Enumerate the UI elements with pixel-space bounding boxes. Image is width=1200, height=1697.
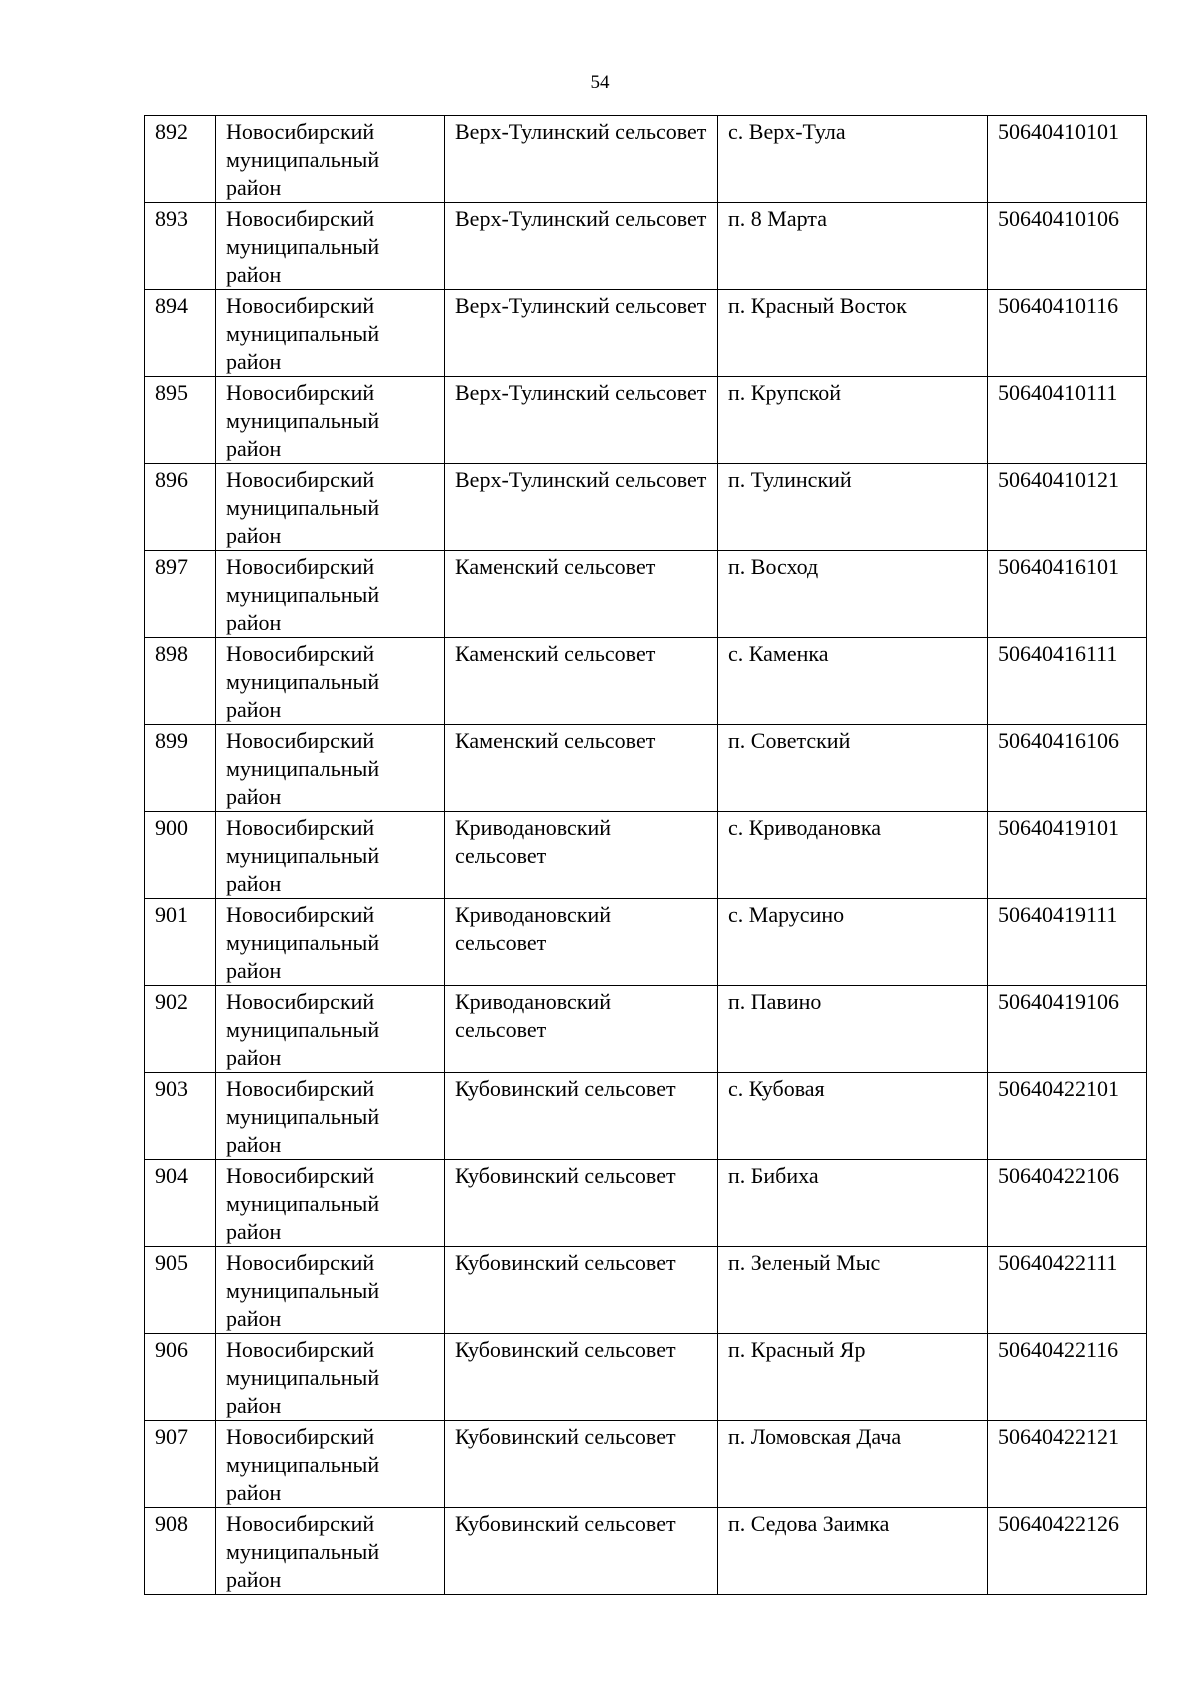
row-number-cell: 904 [145,1160,216,1247]
oktmo-code-cell: 50640419111 [988,899,1147,986]
council-cell: Кубовинский сельсовет [445,1160,718,1247]
council-cell: Верх-Тулинский сельсовет [445,116,718,203]
row-number-cell: 902 [145,986,216,1073]
table-row [145,812,1147,899]
table-row [145,464,1147,551]
council-cell: Каменский сельсовет [445,638,718,725]
oktmo-code-cell: 50640422116 [988,1334,1147,1421]
district-cell: Новосибирский муниципальный район [216,464,445,551]
table-row [145,1160,1147,1247]
settlement-cell: п. Красный Восток [718,290,988,377]
settlement-cell: п. Тулинский [718,464,988,551]
district-cell: Новосибирский муниципальный район [216,638,445,725]
table-row [145,986,1147,1073]
oktmo-code-cell: 50640410121 [988,464,1147,551]
row-number-cell: 895 [145,377,216,464]
settlement-cell: п. 8 Марта [718,203,988,290]
council-cell: Криводановский сельсовет [445,812,718,899]
oktmo-code-cell: 50640422101 [988,1073,1147,1160]
district-cell: Новосибирский муниципальный район [216,1073,445,1160]
district-cell: Новосибирский муниципальный район [216,551,445,638]
settlement-cell: п. Бибиха [718,1160,988,1247]
row-number-cell: 894 [145,290,216,377]
table-row [145,899,1147,986]
district-cell: Новосибирский муниципальный район [216,725,445,812]
oktmo-code-cell: 50640410106 [988,203,1147,290]
council-cell: Каменский сельсовет [445,551,718,638]
oktmo-code-cell: 50640416101 [988,551,1147,638]
row-number-cell: 896 [145,464,216,551]
row-number-cell: 893 [145,203,216,290]
oktmo-code-cell: 50640419101 [988,812,1147,899]
row-number-cell: 908 [145,1508,216,1595]
council-cell: Кубовинский сельсовет [445,1247,718,1334]
table-row [145,377,1147,464]
council-cell: Кубовинский сельсовет [445,1334,718,1421]
oktmo-code-cell: 50640410116 [988,290,1147,377]
council-cell: Верх-Тулинский сельсовет [445,464,718,551]
oktmo-code-cell: 50640422106 [988,1160,1147,1247]
district-cell: Новосибирский муниципальный район [216,899,445,986]
district-cell: Новосибирский муниципальный район [216,1334,445,1421]
row-number-cell: 903 [145,1073,216,1160]
table-row [145,116,1147,203]
district-cell: Новосибирский муниципальный район [216,116,445,203]
oktmo-code-cell: 50640410111 [988,377,1147,464]
row-number-cell: 907 [145,1421,216,1508]
council-cell: Верх-Тулинский сельсовет [445,377,718,464]
district-cell: Новосибирский муниципальный район [216,1247,445,1334]
table-row [145,203,1147,290]
oktmo-code-cell: 50640416106 [988,725,1147,812]
oktmo-code-cell: 50640410101 [988,116,1147,203]
settlement-cell: п. Восход [718,551,988,638]
district-cell: Новосибирский муниципальный район [216,1421,445,1508]
settlement-cell: п. Зеленый Мыс [718,1247,988,1334]
row-number-cell: 898 [145,638,216,725]
row-number-cell: 901 [145,899,216,986]
council-cell: Верх-Тулинский сельсовет [445,203,718,290]
council-cell: Верх-Тулинский сельсовет [445,290,718,377]
settlement-cell: с. Кубовая [718,1073,988,1160]
table-row [145,1421,1147,1508]
table-row [145,1334,1147,1421]
district-cell: Новосибирский муниципальный район [216,290,445,377]
settlement-cell: п. Красный Яр [718,1334,988,1421]
row-number-cell: 897 [145,551,216,638]
table-row [145,551,1147,638]
district-cell: Новосибирский муниципальный район [216,1160,445,1247]
settlement-cell: с. Криводановка [718,812,988,899]
oktmo-code-cell: 50640422126 [988,1508,1147,1595]
table-row [145,638,1147,725]
oktmo-code-cell: 50640416111 [988,638,1147,725]
council-cell: Криводановский сельсовет [445,986,718,1073]
council-cell: Кубовинский сельсовет [445,1421,718,1508]
district-cell: Новосибирский муниципальный район [216,986,445,1073]
settlements-table [144,115,1147,1595]
page-number: 54 [590,72,610,93]
row-number-cell: 906 [145,1334,216,1421]
oktmo-code-cell: 50640419106 [988,986,1147,1073]
district-cell: Новосибирский муниципальный район [216,812,445,899]
council-cell: Кубовинский сельсовет [445,1508,718,1595]
table-body [145,116,1147,1595]
settlement-cell: п. Крупской [718,377,988,464]
table-row [145,1073,1147,1160]
settlement-cell: п. Ломовская Дача [718,1421,988,1508]
settlement-cell: с. Марусино [718,899,988,986]
row-number-cell: 899 [145,725,216,812]
oktmo-code-cell: 50640422121 [988,1421,1147,1508]
district-cell: Новосибирский муниципальный район [216,203,445,290]
council-cell: Криводановский сельсовет [445,899,718,986]
row-number-cell: 900 [145,812,216,899]
settlement-cell: п. Павино [718,986,988,1073]
settlement-cell: с. Каменка [718,638,988,725]
row-number-cell: 892 [145,116,216,203]
settlement-cell: с. Верх-Тула [718,116,988,203]
table-row [145,1247,1147,1334]
row-number-cell: 905 [145,1247,216,1334]
district-cell: Новосибирский муниципальный район [216,1508,445,1595]
council-cell: Каменский сельсовет [445,725,718,812]
table-row [145,1508,1147,1595]
table-row [145,290,1147,377]
settlement-cell: п. Советский [718,725,988,812]
district-cell: Новосибирский муниципальный район [216,377,445,464]
council-cell: Кубовинский сельсовет [445,1073,718,1160]
settlement-cell: п. Седова Заимка [718,1508,988,1595]
table-row [145,725,1147,812]
oktmo-code-cell: 50640422111 [988,1247,1147,1334]
